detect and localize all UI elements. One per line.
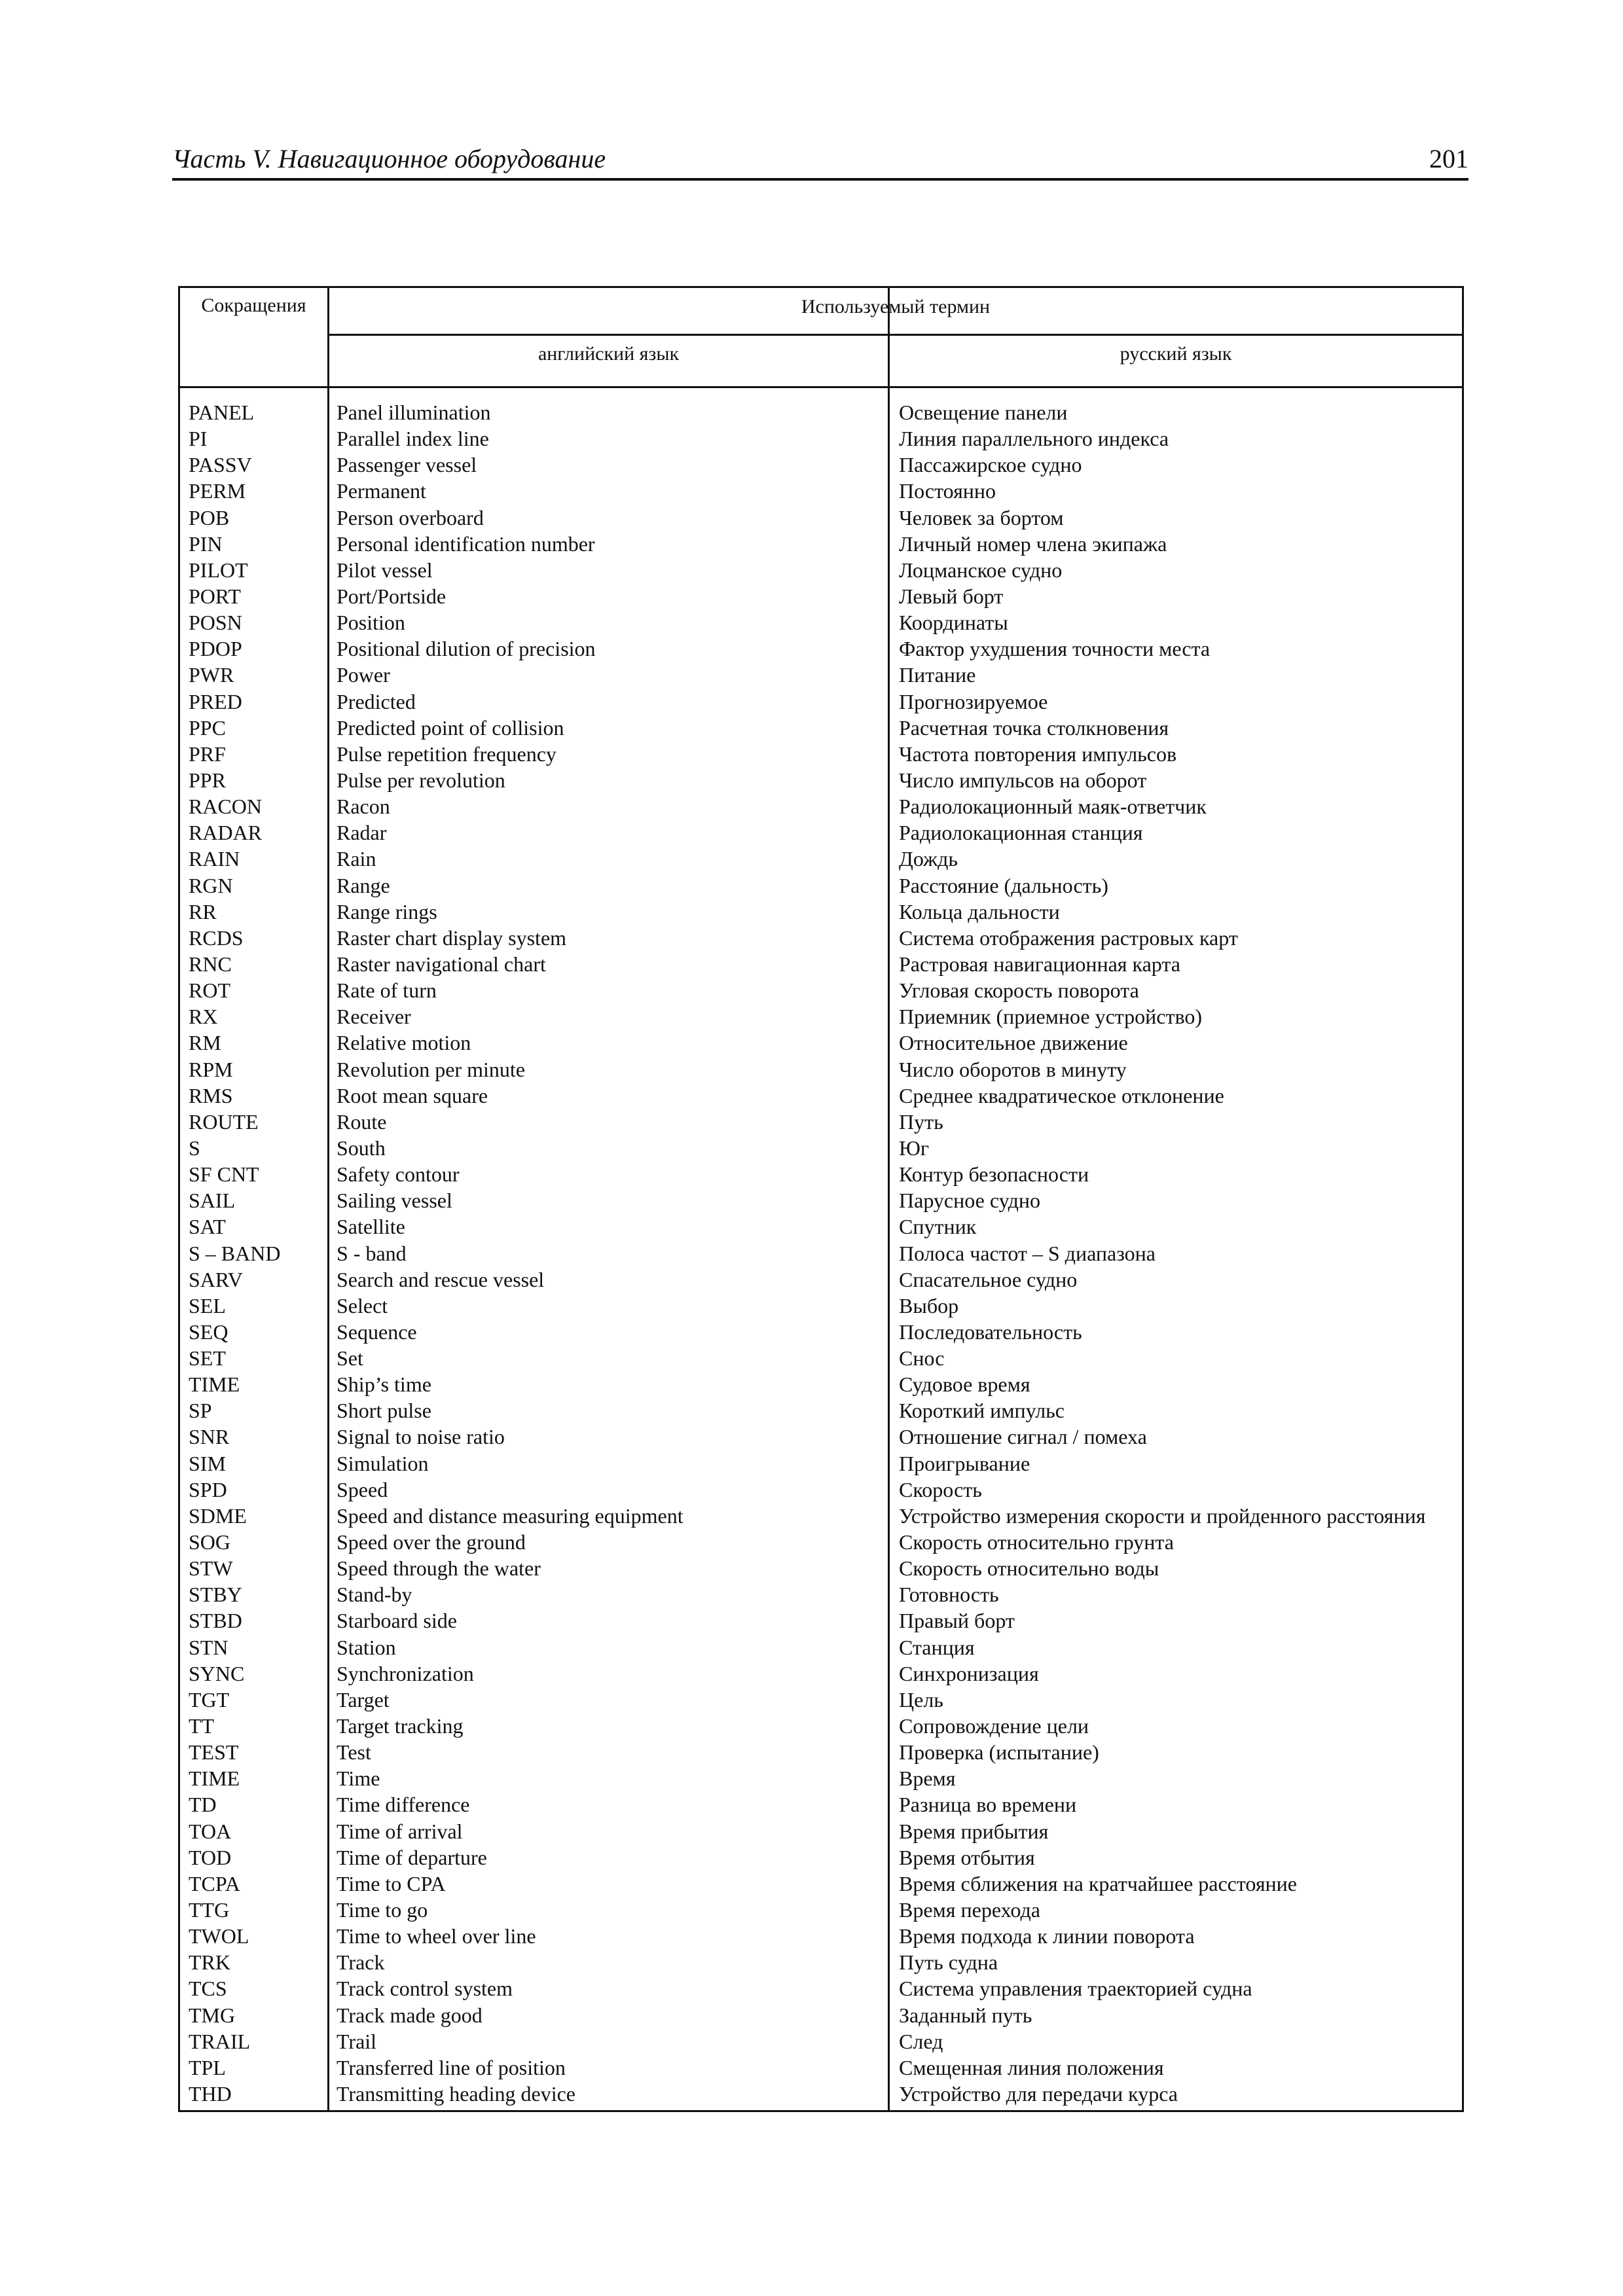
table-row [180, 1581, 1462, 1607]
english-term-cell: Time [337, 1767, 380, 1791]
abbreviation-cell: TEST [189, 1740, 239, 1765]
russian-term-cell: Заданный путь [899, 2003, 1032, 2027]
english-term-cell: Racon [337, 795, 390, 819]
english-term-cell: Predicted [337, 689, 416, 713]
english-term-cell: South [337, 1136, 386, 1160]
russian-term-cell: Расчетная точка столкновения [899, 715, 1169, 740]
table-row [180, 557, 1462, 583]
abbreviation-cell: SAIL [189, 1189, 236, 1213]
russian-term-cell: Кольца дальности [899, 899, 1060, 924]
abbreviation-cell: STBY [189, 1583, 242, 1607]
table-row [180, 1975, 1462, 2001]
english-term-cell: Passenger vessel [337, 453, 477, 477]
russian-term-cell: Станция [899, 1635, 975, 1659]
table-row [180, 2028, 1462, 2054]
english-term-cell: Safety contour [337, 1162, 460, 1187]
russian-term-cell: Фактор ухудшения точности места [899, 637, 1211, 661]
header-rule [172, 178, 1468, 181]
abbreviation-cell: SYNC [189, 1661, 245, 1685]
english-term-cell: Time to go [337, 1898, 428, 1922]
english-term-cell: Station [337, 1635, 396, 1659]
abbreviation-cell: PI [189, 427, 208, 451]
english-term-cell: Radar [337, 821, 387, 845]
english-term-cell: Speed [337, 1477, 388, 1501]
russian-term-cell: Приемник (приемное устройство) [899, 1005, 1202, 1029]
english-term-cell: Speed through the water [337, 1556, 541, 1581]
abbreviation-cell: SIM [189, 1451, 226, 1475]
abbreviation-cell: RACON [189, 795, 263, 819]
russian-term-cell: Устройство измерения скорости и пройденного расстояния [899, 1503, 1426, 1528]
english-term-cell: Track made good [337, 2003, 483, 2027]
russian-term-cell: Парусное судно [899, 1189, 1040, 1213]
english-term-cell: Speed and distance measuring equipment [337, 1503, 684, 1528]
abbreviation-cell: SET [189, 1346, 226, 1371]
abbreviation-cell: TWOL [189, 1924, 249, 1948]
abbreviation-cell: TOD [189, 1845, 232, 1869]
english-term-cell: Time to CPA [337, 1871, 446, 1895]
table-row [180, 478, 1462, 504]
column-header-abbreviations: Сокращения [201, 295, 306, 316]
english-term-cell: Parallel index line [337, 427, 489, 451]
table-row [180, 1213, 1462, 1240]
table-row [180, 505, 1462, 531]
russian-term-cell: Спасательное судно [899, 1267, 1078, 1291]
english-term-cell: Raster chart display system [337, 925, 567, 950]
english-term-cell: Revolution per minute [337, 1057, 525, 1081]
russian-term-cell: Пассажирское судно [899, 453, 1082, 477]
column-header-english: английский язык [538, 343, 680, 365]
abbreviation-cell: TD [189, 1793, 217, 1817]
russian-term-cell: Расстояние (дальность) [899, 873, 1108, 897]
abbreviation-cell: RGN [189, 873, 233, 897]
english-term-cell: Rain [337, 847, 376, 871]
table-row [180, 2054, 1462, 2081]
russian-term-cell: Сопровождение цели [899, 1714, 1089, 1738]
english-term-cell: Transferred line of position [337, 2055, 566, 2079]
russian-term-cell: Время прибытия [899, 1819, 1049, 1843]
table-body [180, 399, 1462, 2107]
english-term-cell: Set [337, 1346, 363, 1371]
abbreviation-cell: PORT [189, 584, 241, 608]
english-term-cell: Trail [337, 2029, 377, 2053]
table-row [180, 977, 1462, 1003]
english-term-cell: Panel illumination [337, 401, 491, 424]
abbreviation-cell: ROUTE [189, 1109, 259, 1134]
abbreviation-cell: SNR [189, 1425, 230, 1449]
russian-term-cell: Дождь [899, 847, 958, 871]
russian-term-cell: Проверка (испытание) [899, 1740, 1099, 1765]
table-row [180, 1161, 1462, 1187]
table-row [180, 583, 1462, 609]
table-row [180, 1030, 1462, 1056]
english-term-cell: Target [337, 1687, 390, 1712]
russian-term-cell: Готовность [899, 1583, 999, 1607]
english-term-cell: Search and rescue vessel [337, 1267, 545, 1291]
table-row [180, 1056, 1462, 1083]
english-term-cell: Speed over the ground [337, 1530, 526, 1554]
russian-term-cell: Устройство для передачи курса [899, 2082, 1178, 2106]
russian-term-cell: Система отображения растровых карт [899, 925, 1238, 950]
abbreviation-cell: THD [189, 2082, 232, 2106]
table-row [180, 1003, 1462, 1030]
header-divider [327, 334, 1462, 336]
english-term-cell: S - band [337, 1241, 407, 1265]
russian-term-cell: Снос [899, 1346, 945, 1371]
column-header-term: Используемый термин [801, 296, 991, 317]
russian-term-cell: Синхронизация [899, 1661, 1039, 1685]
russian-term-cell: Система управления траекторией судна [899, 1977, 1252, 2001]
russian-term-cell: Частота повторения импульсов [899, 742, 1177, 766]
abbreviation-cell: PWR [189, 663, 234, 687]
russian-term-cell: Путь судна [899, 1950, 998, 1975]
russian-term-cell: Юг [899, 1136, 930, 1160]
english-term-cell: Time to wheel over line [337, 1924, 536, 1948]
table-row [180, 2081, 1462, 2107]
russian-term-cell: Человек за бортом [899, 505, 1064, 529]
english-term-cell: Pilot vessel [337, 558, 433, 582]
russian-term-cell: Спутник [899, 1215, 977, 1239]
abbreviation-cell: RMS [189, 1083, 233, 1107]
english-term-cell: Receiver [337, 1005, 411, 1029]
table-row [180, 1607, 1462, 1634]
english-term-cell: Track [337, 1950, 385, 1975]
abbreviation-cell: STW [189, 1556, 233, 1581]
english-term-cell: Transmitting heading device [337, 2082, 575, 2106]
table-row [180, 452, 1462, 478]
english-term-cell: Predicted point of collision [337, 715, 564, 740]
abbreviation-cell: PERM [189, 479, 246, 503]
table-row [180, 1713, 1462, 1739]
english-term-cell: Range [337, 873, 390, 897]
column-header-russian: русский язык [1120, 343, 1232, 365]
english-term-cell: Root mean square [337, 1083, 488, 1107]
russian-term-cell: Путь [899, 1109, 943, 1134]
russian-term-cell: Контур безопасности [899, 1162, 1089, 1187]
abbreviation-cell: TIME [189, 1767, 240, 1791]
abbreviation-cell: SPD [189, 1477, 227, 1501]
english-term-cell: Starboard side [337, 1609, 457, 1633]
table-row [180, 1397, 1462, 1424]
abbreviation-cell: SF CNT [189, 1162, 259, 1187]
abbreviation-cell: POB [189, 505, 230, 529]
abbreviations-table [178, 286, 1464, 2112]
table-row [180, 1923, 1462, 1949]
abbreviation-cell: STN [189, 1635, 228, 1659]
english-term-cell: Rate of turn [337, 978, 437, 1003]
abbreviation-cell: SOG [189, 1530, 231, 1554]
abbreviation-cell: S – BAND [189, 1241, 281, 1265]
running-title: Часть V. Навигационное оборудование [172, 144, 606, 173]
table-row [180, 1503, 1462, 1529]
table-row [180, 1791, 1462, 1818]
table-row [180, 1345, 1462, 1371]
russian-term-cell: Судовое время [899, 1372, 1030, 1397]
abbreviation-cell: TRK [189, 1950, 230, 1975]
table-row [180, 689, 1462, 715]
table-row [180, 531, 1462, 557]
table-row [180, 1424, 1462, 1450]
abbreviation-cell: SP [189, 1399, 212, 1423]
russian-term-cell: Постоянно [899, 479, 996, 503]
table-row [180, 899, 1462, 925]
russian-term-cell: Скорость [899, 1477, 982, 1501]
russian-term-cell: Число оборотов в минуту [899, 1057, 1127, 1081]
english-term-cell: Stand-by [337, 1583, 412, 1607]
table-row [180, 1818, 1462, 1844]
russian-term-cell: Освещение панели [899, 401, 1068, 424]
abbreviation-cell: ROT [189, 978, 230, 1003]
russian-term-cell: Личный номер члена экипажа [899, 531, 1167, 556]
abbreviation-cell: POSN [189, 611, 242, 635]
abbreviation-cell: PASSV [189, 453, 252, 477]
russian-term-cell: Левый борт [899, 584, 1004, 608]
abbreviation-cell: SEQ [189, 1319, 228, 1344]
russian-term-cell: Время подхода к линии поворота [899, 1924, 1195, 1948]
english-term-cell: Position [337, 611, 405, 635]
russian-term-cell: Питание [899, 663, 976, 687]
table-row [180, 951, 1462, 977]
russian-term-cell: Прогнозируемое [899, 689, 1048, 713]
english-term-cell: Positional dilution of precision [337, 637, 596, 661]
english-term-cell: Pulse repetition frequency [337, 742, 556, 766]
english-term-cell: Personal identification number [337, 531, 595, 556]
abbreviation-cell: S [189, 1136, 200, 1160]
table-row [180, 1083, 1462, 1109]
table-row [180, 1634, 1462, 1660]
abbreviation-cell: PRF [189, 742, 226, 766]
russian-term-cell: Смещенная линия положения [899, 2055, 1164, 2079]
table-row [180, 1319, 1462, 1345]
english-term-cell: Port/Portside [337, 584, 447, 608]
header-bottom-rule [180, 386, 1462, 388]
table-row [180, 1135, 1462, 1161]
russian-term-cell: Лоцманское судно [899, 558, 1063, 582]
abbreviation-cell: TTG [189, 1898, 230, 1922]
russian-term-cell: Координаты [899, 611, 1008, 635]
abbreviation-cell: TT [189, 1714, 215, 1738]
table-row [180, 1844, 1462, 1871]
russian-term-cell: Время перехода [899, 1898, 1040, 1922]
table-row [180, 1949, 1462, 1975]
english-term-cell: Target tracking [337, 1714, 464, 1738]
abbreviation-cell: PANEL [189, 401, 255, 424]
table-row [180, 2002, 1462, 2028]
table-row [180, 636, 1462, 662]
table-row [180, 741, 1462, 767]
abbreviation-cell: PILOT [189, 558, 248, 582]
abbreviation-cell: RX [189, 1005, 218, 1029]
abbreviation-cell: PIN [189, 531, 223, 556]
russian-term-cell: Правый борт [899, 1609, 1015, 1633]
english-term-cell: Short pulse [337, 1399, 431, 1423]
russian-term-cell: След [899, 2029, 943, 2053]
abbreviation-cell: SEL [189, 1293, 226, 1318]
english-term-cell: Pulse per revolution [337, 768, 505, 792]
table-row [180, 1450, 1462, 1477]
english-term-cell: Track control system [337, 1977, 513, 2001]
abbreviation-cell: RM [189, 1031, 221, 1055]
abbreviation-cell: RR [189, 899, 217, 924]
russian-term-cell: Время [899, 1767, 956, 1791]
table-row [180, 1187, 1462, 1213]
russian-term-cell: Проигрывание [899, 1451, 1030, 1475]
english-term-cell: Select [337, 1293, 388, 1318]
english-term-cell: Time of arrival [337, 1819, 463, 1843]
english-term-cell: Raster navigational chart [337, 952, 546, 976]
english-term-cell: Relative motion [337, 1031, 471, 1055]
english-term-cell: Power [337, 663, 390, 687]
abbreviation-cell: TPL [189, 2055, 226, 2079]
russian-term-cell: Полоса частот – S диапазона [899, 1241, 1156, 1265]
russian-term-cell: Отношение сигнал / помеха [899, 1425, 1147, 1449]
english-term-cell: Sequence [337, 1319, 417, 1344]
russian-term-cell: Короткий импульс [899, 1399, 1065, 1423]
abbreviation-cell: PRED [189, 689, 242, 713]
page-number: 201 [1429, 144, 1468, 173]
table-row [180, 767, 1462, 793]
abbreviation-cell: PDOP [189, 637, 242, 661]
english-term-cell: Ship’s time [337, 1372, 431, 1397]
abbreviation-cell: TGT [189, 1687, 230, 1712]
table-row [180, 1765, 1462, 1791]
abbreviation-cell: TCS [189, 1977, 227, 2001]
russian-term-cell: Разница во времени [899, 1793, 1077, 1817]
table-row [180, 1739, 1462, 1765]
table-row [180, 715, 1462, 741]
table-row [180, 846, 1462, 872]
table-row [180, 1293, 1462, 1319]
abbreviation-cell: TRAIL [189, 2029, 251, 2053]
abbreviation-cell: TOA [189, 1819, 232, 1843]
english-term-cell: Signal to noise ratio [337, 1425, 505, 1449]
english-term-cell: Simulation [337, 1451, 429, 1475]
abbreviation-cell: SAT [189, 1215, 226, 1239]
page-header [172, 144, 1468, 178]
table-row [180, 425, 1462, 452]
table-row [180, 819, 1462, 846]
table-row [180, 662, 1462, 688]
abbreviation-cell: TMG [189, 2003, 236, 2027]
table-row [180, 925, 1462, 951]
english-term-cell: Time of departure [337, 1845, 487, 1869]
table-row [180, 793, 1462, 819]
abbreviation-cell: RADAR [189, 821, 263, 845]
english-term-cell: Test [337, 1740, 371, 1765]
abbreviation-cell: RNC [189, 952, 232, 976]
english-term-cell: Synchronization [337, 1661, 474, 1685]
abbreviation-cell: RCDS [189, 925, 244, 950]
table-row [180, 1897, 1462, 1923]
table-row [180, 1529, 1462, 1555]
russian-term-cell: Относительное движение [899, 1031, 1128, 1055]
table-row [180, 1660, 1462, 1687]
russian-term-cell: Скорость относительно грунта [899, 1530, 1174, 1554]
english-term-cell: Range rings [337, 899, 437, 924]
english-term-cell: Permanent [337, 479, 426, 503]
table-row [180, 872, 1462, 899]
table-row [180, 1687, 1462, 1713]
abbreviation-cell: TIME [189, 1372, 240, 1397]
table-row [180, 1555, 1462, 1581]
russian-term-cell: Выбор [899, 1293, 959, 1318]
russian-term-cell: Радиолокационная станция [899, 821, 1143, 845]
english-term-cell: Time difference [337, 1793, 470, 1817]
russian-term-cell: Последовательность [899, 1319, 1082, 1344]
abbreviation-cell: SARV [189, 1267, 243, 1291]
russian-term-cell: Растровая навигационная карта [899, 952, 1180, 976]
english-term-cell: Sailing vessel [337, 1189, 452, 1213]
russian-term-cell: Скорость относительно воды [899, 1556, 1159, 1581]
abbreviation-cell: RPM [189, 1057, 233, 1081]
table-row [180, 1477, 1462, 1503]
table-row [180, 1871, 1462, 1897]
table-row [180, 609, 1462, 636]
abbreviation-cell: PPR [189, 768, 226, 792]
abbreviation-cell: STBD [189, 1609, 242, 1633]
abbreviation-cell: TCPA [189, 1871, 240, 1895]
russian-term-cell: Угловая скорость поворота [899, 978, 1139, 1003]
abbreviation-cell: RAIN [189, 847, 240, 871]
russian-term-cell: Линия параллельного индекса [899, 427, 1169, 451]
russian-term-cell: Число импульсов на оборот [899, 768, 1147, 792]
russian-term-cell: Время отбытия [899, 1845, 1035, 1869]
table-row [180, 1371, 1462, 1397]
russian-term-cell: Радиолокационный маяк-ответчик [899, 795, 1207, 819]
russian-term-cell: Время сближения на кратчайшее расстояние [899, 1871, 1297, 1895]
english-term-cell: Person overboard [337, 505, 484, 529]
table-row [180, 1109, 1462, 1135]
abbreviation-cell: PPC [189, 715, 226, 740]
russian-term-cell: Среднее квадратическое отклонение [899, 1083, 1224, 1107]
abbreviation-cell: SDME [189, 1503, 247, 1528]
russian-term-cell: Цель [899, 1687, 943, 1712]
english-term-cell: Satellite [337, 1215, 405, 1239]
table-row [180, 399, 1462, 425]
english-term-cell: Route [337, 1109, 387, 1134]
table-row [180, 1266, 1462, 1293]
table-row [180, 1240, 1462, 1266]
